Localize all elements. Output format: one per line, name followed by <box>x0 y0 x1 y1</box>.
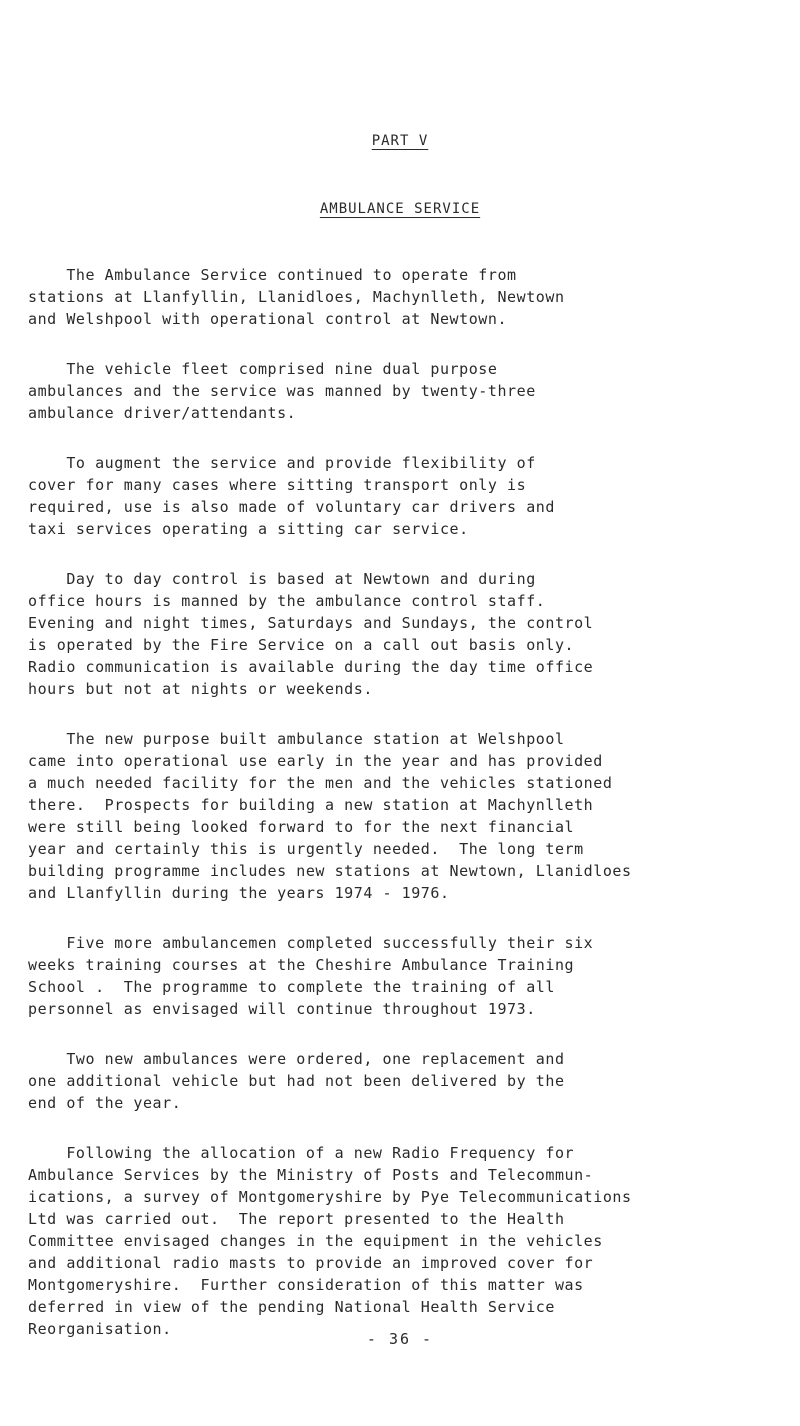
paragraph-line: required, use is also made of voluntary car drivers and <box>28 498 555 516</box>
paragraph <box>28 1048 798 1114</box>
body-text <box>28 264 798 1368</box>
paragraph <box>28 568 798 700</box>
paragraph-line: end of the year. <box>28 1094 182 1112</box>
paragraph-line: The new purpose built ambulance station at Welshpool <box>28 730 565 748</box>
paragraph-line: School . The programme to complete the training of all <box>28 978 555 996</box>
paragraph-line: and additional radio masts to provide an improved cover for <box>28 1254 594 1272</box>
paragraph-line: deferred in view of the pending National Health Service <box>28 1298 555 1316</box>
paragraph-line: Evening and night times, Saturdays and Sundays, the control <box>28 614 594 632</box>
paragraph-line: Committee envisaged changes in the equipment in the vehicles <box>28 1232 603 1250</box>
paragraph-line: Two new ambulances were ordered, one replacement and <box>28 1050 565 1068</box>
paragraph-line: stations at Llanfyllin, Llanidloes, Machynlleth, Newtown <box>28 288 565 306</box>
paragraph-line: came into operational use early in the year and has provided <box>28 752 603 770</box>
paragraph-line: and Welshpool with operational control at Newtown. <box>28 310 508 328</box>
paragraph-line: Reorganisation. <box>28 1320 172 1338</box>
paragraph-line: year and certainly this is urgently needed. The long term <box>28 840 584 858</box>
paragraph-line: a much needed facility for the men and the vehicles stationed <box>28 774 613 792</box>
paragraph-line: Ltd was carried out. The report presented to the Health <box>28 1210 565 1228</box>
paragraph <box>28 358 798 424</box>
paragraph-line: To augment the service and provide flexibility of <box>28 454 536 472</box>
paragraph-line: The Ambulance Service continued to operate from <box>28 266 517 284</box>
paragraph-line: personnel as envisaged will continue throughout 1973. <box>28 1000 536 1018</box>
paragraph <box>28 728 798 904</box>
part-heading <box>0 133 800 149</box>
part-heading-text: PART V <box>371 133 429 149</box>
section-heading-text: AMBULANCE SERVICE <box>319 201 481 217</box>
paragraph-line: building programme includes new stations at Newtown, Llanidloes <box>28 862 632 880</box>
paragraph-line: and Llanfyllin during the years 1974 - 1976. <box>28 884 450 902</box>
paragraph-line: Five more ambulancemen completed successfully their six <box>28 934 594 952</box>
paragraph-line: one additional vehicle but had not been delivered by the <box>28 1072 565 1090</box>
paragraph-line: Montgomeryshire. Further consideration of this matter was <box>28 1276 584 1294</box>
paragraph <box>28 452 798 540</box>
paragraph-line: hours but not at nights or weekends. <box>28 680 373 698</box>
paragraph <box>28 264 798 330</box>
paragraph-line: The vehicle fleet comprised nine dual purpose <box>28 360 498 378</box>
paragraph-line: ications, a survey of Montgomeryshire by Pye Telecommunications <box>28 1188 632 1206</box>
paragraph <box>28 1142 798 1340</box>
paragraph-line: is operated by the Fire Service on a call out basis only. <box>28 636 575 654</box>
paragraph-line: there. Prospects for building a new station at Machynlleth <box>28 796 594 814</box>
paragraph-line: Day to day control is based at Newtown and during <box>28 570 536 588</box>
paragraph-line: were still being looked forward to for the next financial <box>28 818 575 836</box>
paragraph-line: ambulances and the service was manned by twenty-three <box>28 382 536 400</box>
paragraph-line: cover for many cases where sitting transport only is <box>28 476 527 494</box>
page-number: - 36 - <box>366 1330 434 1348</box>
section-heading <box>0 201 800 217</box>
paragraph-line: ambulance driver/attendants. <box>28 404 297 422</box>
paragraph-line: Ambulance Services by the Ministry of Posts and Telecommun- <box>28 1166 594 1184</box>
paragraph-line: Radio communication is available during the day time office <box>28 658 594 676</box>
paragraph-line: taxi services operating a sitting car service. <box>28 520 469 538</box>
paragraph-line: office hours is manned by the ambulance control staff. <box>28 592 546 610</box>
paragraph-line: Following the allocation of a new Radio Frequency for <box>28 1144 575 1162</box>
paragraph-line: weeks training courses at the Cheshire Ambulance Training <box>28 956 575 974</box>
paragraph <box>28 932 798 1020</box>
